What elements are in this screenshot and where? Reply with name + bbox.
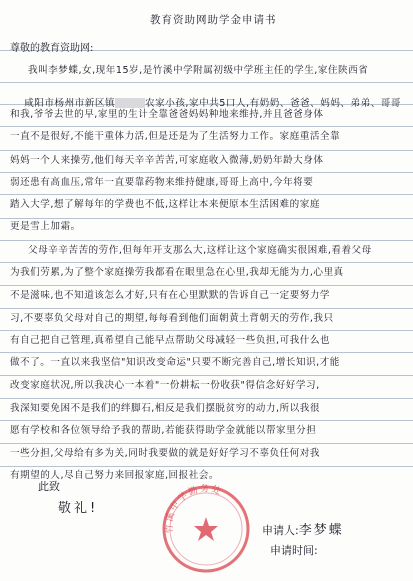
paragraph-line: 习,不要辜负父母对自己的期望,每每看到他们面朝黄土背朝天的劳作,我只 (10, 313, 334, 324)
paragraph-line: 为我们劳累,为了整个家庭操劳我都看在眼里急在心里,我却无能为力,心里真 (10, 267, 344, 278)
ruled-line (0, 398, 413, 399)
paragraph-line: 有期望的人,尽自己努力来回报家庭,回报社会。 (10, 470, 219, 481)
paragraph-line: 我深知要免困不是我们的绊脚石,相反是我们摆脱贫穷的动力,所以我很 (10, 403, 320, 414)
paragraph-line: 踏入大学,想了解每年的学费也不低,这样让本来便原本生活困难的家庭 (10, 199, 320, 210)
letter-title: 教育资助网助学金申请书 (150, 14, 277, 26)
closing-jing-li: 敬礼! (58, 501, 99, 516)
red-seal-stamp (158, 481, 254, 577)
closing-ci-zhi: 此致 (38, 480, 60, 493)
ruled-line (0, 240, 413, 241)
svg-text:竹溪中学勤务处: 竹溪中学勤务处 (164, 484, 224, 534)
paragraph-line: 一些分担,父母给有多为关,同时我要做的就是好好学习不辜负任何对我 (10, 448, 320, 459)
ruled-line (0, 262, 413, 263)
ruled-line (0, 172, 413, 173)
paragraph-line: 做不了。一直以来我坚信"知识改变命运"只要不断完善自己,增长知识,才能 (10, 357, 340, 368)
paragraph-line: 愿有学校和各位领导给予我的帮助,若能获得助学金就能以帮家里分担 (10, 425, 317, 436)
paragraph-line: 一直不是很好,不能干重体力活,但是还是为了生活努力工作。家庭重活全靠 (10, 131, 341, 142)
applicant-name: 李梦蝶 (298, 523, 344, 538)
ruled-line (0, 285, 413, 286)
ruled-line (0, 82, 413, 83)
ruled-line (0, 420, 413, 421)
paragraph-line: 妈妈一个人来操劳,他们每天辛辛苦苦,可家庭收入微薄,奶奶年龄大身体 (10, 155, 324, 166)
applicant-line (262, 519, 344, 538)
date-label: 申请时间: (270, 544, 318, 557)
ruled-line (0, 150, 413, 151)
application-date-line (270, 542, 318, 558)
paragraph-line: 弱还患有高血压,常年一直要靠药物来维持健康,哥哥上高中,今年将要 (10, 177, 314, 188)
ruled-line (0, 308, 413, 309)
paragraph-line: 更是雪上加霜。 (10, 221, 81, 232)
ruled-line (0, 352, 413, 353)
paragraph-line: 改变家庭状况,所以我决心一本着"一份耕耘一份收获"得信念好好学习, (10, 380, 320, 391)
ruled-line (0, 375, 413, 376)
ruled-line (0, 194, 413, 195)
paragraph-line: 有自己把自己管理,真希望自己能早点帮助父母减轻一些负担,可我什么也 (10, 335, 331, 346)
applicant-label: 申请人: (262, 524, 299, 537)
paragraph-line: 咸阳市杨州市新区镇 农家小孩,家中共5口人,有奶奶、爸爸、妈妈、弟弟、哥哥 (24, 98, 401, 109)
paragraph-line: 和我,爷爷去世的早,家里的生计全靠爸爸妈妈种地来维持,并且爸爸身体 (10, 109, 324, 120)
paragraph-line: 不是滋味,也不知道该怎么才好,只有在心里默默的告诉自己一定要努力学 (10, 290, 331, 301)
ruled-line (0, 330, 413, 331)
ruled-line (0, 443, 413, 444)
paragraph-line: 父母辛辛苦苦的劳作,但每年开支那么大,这样让这个家庭确实很困难,看着父母 (28, 245, 372, 256)
ruled-line (0, 126, 413, 127)
salutation: 尊敬的教育资助网: (10, 43, 94, 54)
paragraph-line: 我叫李梦蝶,女,现年15岁,是竹溪中学附属初级中学班主任的学生,家住陕西省 (28, 65, 369, 76)
